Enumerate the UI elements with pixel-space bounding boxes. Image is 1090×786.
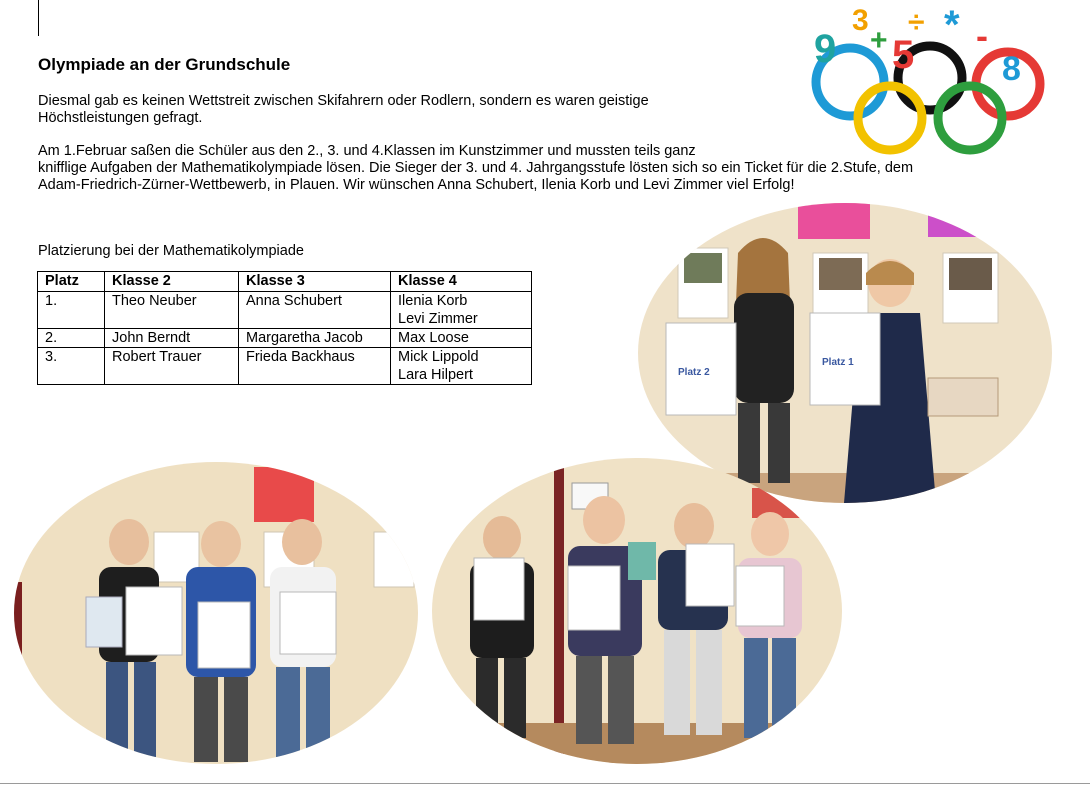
column-header-klasse-2: Klasse 2 [105, 272, 239, 292]
cell-klasse-4 [391, 292, 532, 329]
logo-ring-green [938, 86, 1002, 150]
logo-glyph-3: 3 [852, 4, 869, 37]
intro-paragraph: Diesmal gab es keinen Wettstreit zwischen Skifahrern oder Rodlern, sondern es waren geistige Höchstleistungen gefragt. [38, 93, 649, 126]
logo-glyph-divide: ÷ [908, 6, 925, 39]
page-title: Olympiade an der Grundschule [38, 55, 291, 74]
cell-klasse-4 [391, 348, 532, 385]
table-row [38, 292, 532, 329]
table-header-row [38, 272, 532, 292]
table-row [38, 329, 532, 348]
table-caption: Platzierung bei der Mathematikolympiade [38, 243, 304, 259]
cell-klasse-3: Margaretha Jacob [239, 329, 391, 348]
logo-ring-yellow [858, 86, 922, 150]
cell-klasse-2: Robert Trauer [105, 348, 239, 385]
column-header-klasse-4: Klasse 4 [391, 272, 532, 292]
cell-klasse-2: John Berndt [105, 329, 239, 348]
cell-platz: 1. [38, 292, 105, 329]
logo-glyph-minus: - [976, 15, 988, 56]
cell-name: Ilenia Korb [398, 293, 468, 309]
cell-name: Max Loose [398, 330, 469, 346]
certificate-label: Platz 1 [822, 357, 854, 368]
cell-klasse-3: Anna Schubert [239, 292, 391, 329]
cell-platz: 3. [38, 348, 105, 385]
cell-platz: 2. [38, 329, 105, 348]
cell-name: Mick Lippold [398, 349, 479, 365]
cell-klasse-2: Theo Neuber [105, 292, 239, 329]
logo-glyph-8: 8 [1002, 50, 1021, 88]
logo-glyph-star: * [944, 3, 960, 47]
photo-winners-group [432, 458, 842, 764]
logo-glyph-5: 5 [892, 33, 915, 77]
certificate-label: Platz 2 [678, 367, 710, 378]
event-paragraph-line: knifflige Aufgaben der Mathematikolympiade lösen. Die Sieger der 3. und 4. Jahrgangsstufe lösten sich so ein Ticket für die 2.Stufe, dem [38, 160, 914, 176]
text-cursor [38, 0, 39, 36]
logo-glyph-9: 9 [814, 27, 837, 71]
cell-name: Lara Hilpert [398, 367, 473, 383]
page-bottom-border [0, 783, 1090, 784]
column-header-klasse-3: Klasse 3 [239, 272, 391, 292]
event-paragraph-line: Adam-Friedrich-Zürner-Wettbewerb, in Plauen. Wir wünschen Anna Schubert, Ilenia Korb und Levi Zimmer viel Erfolg! [38, 177, 795, 193]
photo-winners-girls [638, 203, 1052, 503]
event-paragraph-line: Am 1.Februar saßen die Schüler aus den 2., 3. und 4.Klassen im Kunstzimmer und mussten teils ganz [38, 143, 696, 159]
ranking-table [37, 271, 532, 385]
event-paragraph [38, 143, 1058, 194]
cell-klasse-3: Frieda Backhaus [239, 348, 391, 385]
logo-glyph-plus: + [870, 24, 888, 57]
cell-klasse-4 [391, 329, 532, 348]
table-row [38, 348, 532, 385]
cell-name: Levi Zimmer [398, 311, 478, 327]
olympiad-logo [808, 0, 1053, 155]
column-header-platz: Platz [38, 272, 105, 292]
photo-winners-class-2 [14, 462, 418, 764]
